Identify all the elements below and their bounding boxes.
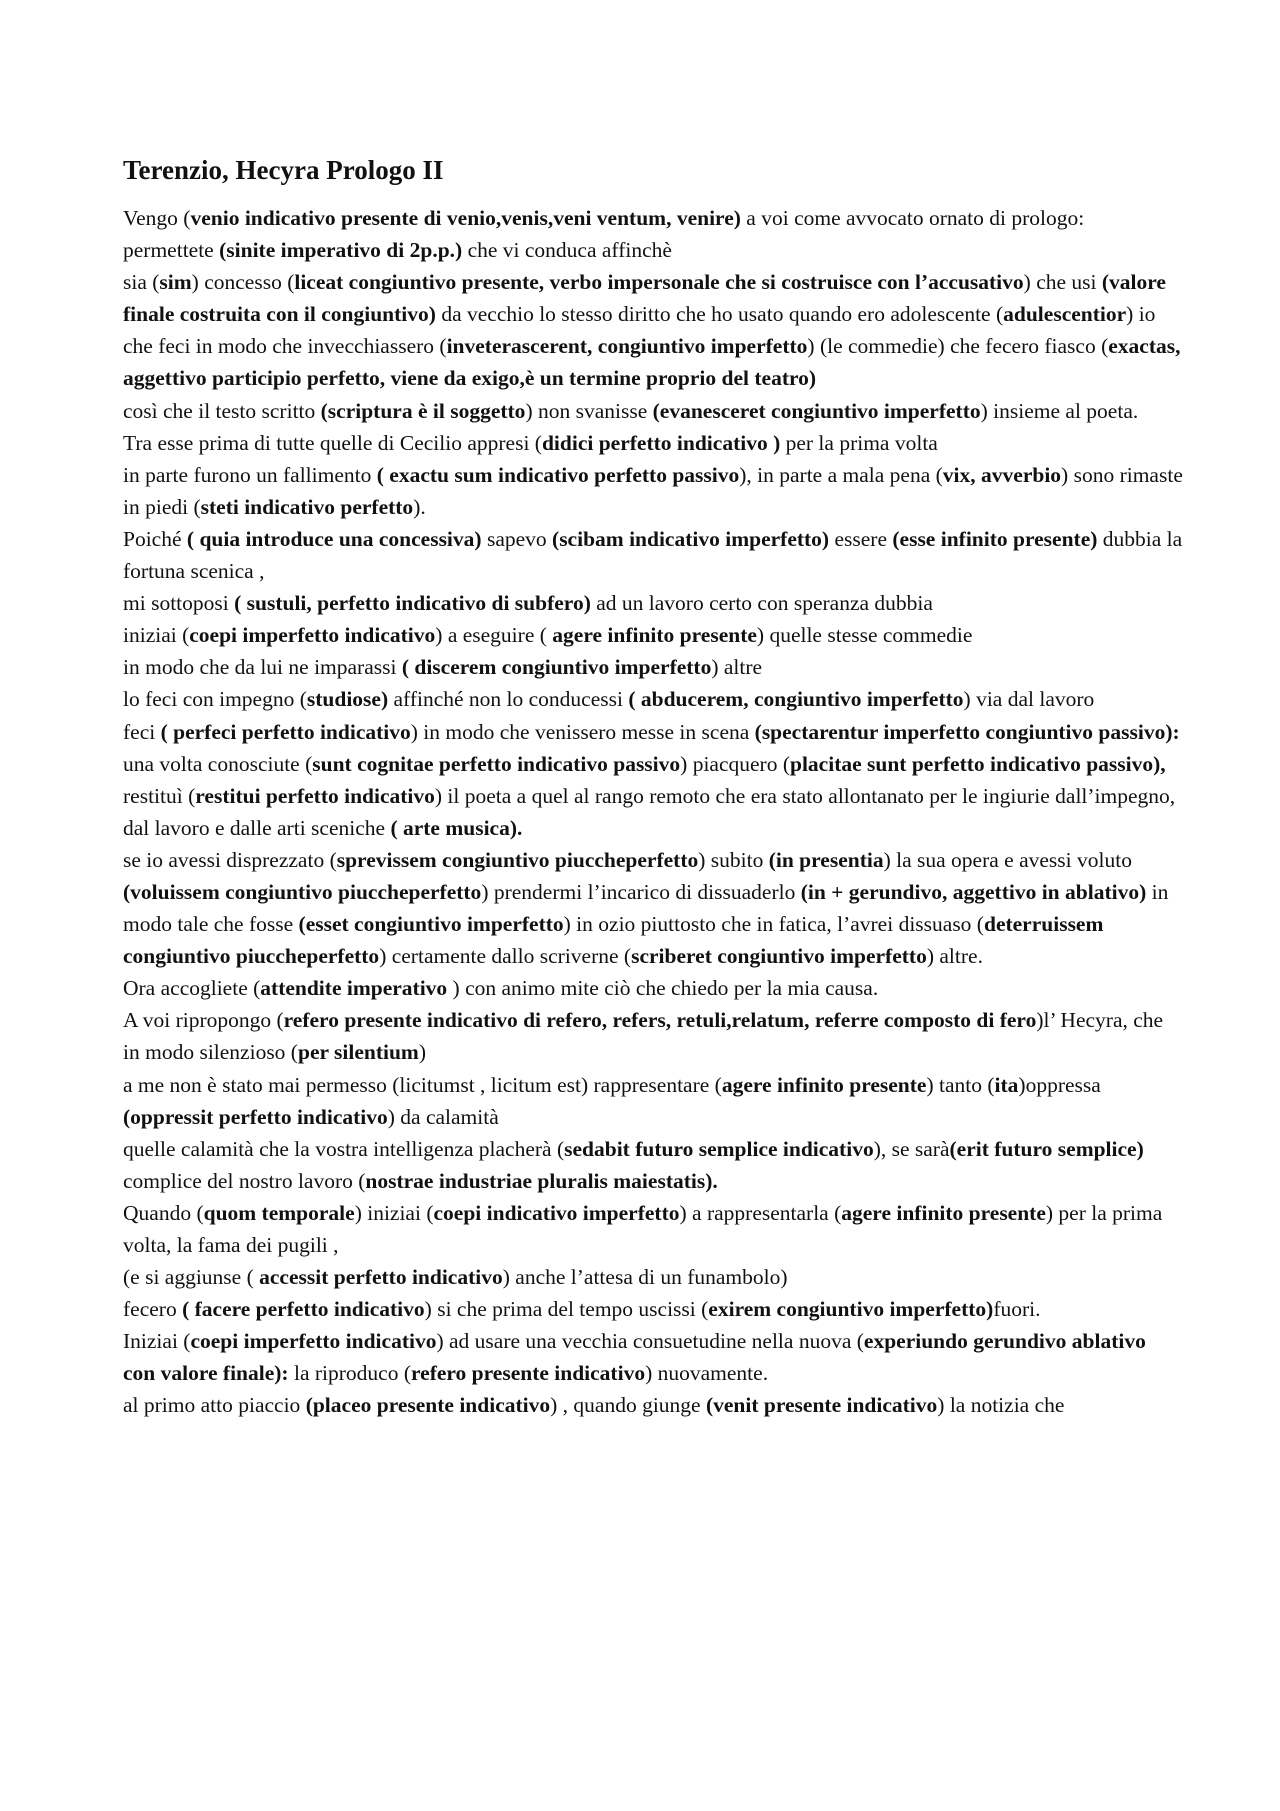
- bold-annotation: ( sustuli, perfetto indicativo di subfero): [234, 591, 591, 616]
- text-run: ) da calamità: [387, 1104, 499, 1129]
- text-run: ) si che prima del tempo uscissi (: [424, 1297, 709, 1322]
- bold-annotation: agere infinito presente: [841, 1200, 1046, 1225]
- text-run: ) per la prima volta, la fama dei pugili ,: [123, 1200, 1163, 1257]
- text-run: ), se sarà: [873, 1136, 950, 1161]
- text-run: sapevo: [481, 526, 553, 551]
- bold-annotation: ita: [994, 1072, 1019, 1097]
- text-run: A voi ripropongo (: [123, 1008, 284, 1033]
- paragraph: [123, 972, 1183, 1004]
- paragraph: [123, 1133, 1183, 1197]
- bold-annotation: refero presente indicativo: [411, 1361, 646, 1386]
- text-run: )l’ Hecyra, che in modo silenzioso (: [123, 1008, 1164, 1065]
- text-run: restituì (: [123, 783, 196, 808]
- text-run: ) piacquero (: [680, 751, 790, 776]
- text-run: sia (: [123, 270, 160, 295]
- paragraph: [123, 587, 1183, 619]
- text-run: ) prendermi l’incarico di dissuaderlo: [481, 879, 801, 904]
- bold-annotation: ( abducerem, congiuntivo imperfetto: [628, 687, 964, 712]
- text-run: iniziai (: [123, 623, 190, 648]
- text-run: ad un lavoro certo con speranza dubbia: [590, 591, 933, 616]
- bold-annotation: deterruissem congiuntivo piuccheperfetto: [123, 912, 1104, 969]
- text-run: in modo che da lui ne imparassi: [123, 655, 402, 680]
- paragraph: [123, 1325, 1183, 1389]
- paragraph: [123, 234, 1183, 266]
- bold-annotation: ( quia introduce una concessiva): [186, 526, 482, 551]
- text-run: ) quelle stesse commedie: [756, 623, 973, 648]
- text-run: affinché non lo conducessi: [388, 687, 629, 712]
- bold-annotation: (valore finale costruita con il congiuntivo): [123, 270, 1166, 327]
- bold-annotation: quom temporale: [203, 1200, 355, 1225]
- text-run: per la prima volta: [780, 430, 938, 455]
- text-run: ) , quando giunge: [550, 1393, 706, 1418]
- text-run: ) altre.: [926, 944, 983, 969]
- bold-annotation: ( exactu sum indicativo perfetto passivo: [376, 462, 740, 487]
- bold-annotation: (scibam indicativo imperfetto): [552, 526, 830, 551]
- paragraph: [123, 1197, 1183, 1261]
- bold-annotation: exirem congiuntivo imperfetto): [708, 1297, 994, 1322]
- paragraph: [123, 202, 1183, 234]
- text-run: mi sottoposi: [123, 591, 235, 616]
- bold-annotation: experiundo gerundivo ablativo con valore finale):: [123, 1329, 1146, 1386]
- text-run: così che il testo scritto: [123, 398, 321, 423]
- bold-annotation: didici perfetto indicativo ): [541, 430, 781, 455]
- bold-annotation: exactas, aggettivo participio perfetto, viene da exigo,è un termine proprio del teatro): [123, 334, 1181, 391]
- bold-annotation: (esse infinito presente): [892, 526, 1098, 551]
- paragraph: [123, 1004, 1183, 1068]
- bold-annotation: (sinite imperativo di 2p.p.): [219, 238, 463, 263]
- text-run: la riproduco (: [288, 1361, 411, 1386]
- text-run: ) insieme al poeta.: [980, 398, 1139, 423]
- text-run: che vi conduca affinchè: [462, 238, 672, 263]
- bold-annotation: liceat congiuntivo presente, verbo impersonale che si costruisce con l’accusativo: [294, 270, 1024, 295]
- text-run: una volta conosciute (: [123, 751, 313, 776]
- text-run: ) a eseguire (: [435, 623, 553, 648]
- bold-annotation: vix, avverbio: [942, 462, 1062, 487]
- text-run: Vengo (: [123, 206, 191, 230]
- bold-annotation: (spectarentur imperfetto congiuntivo passivo):: [754, 719, 1180, 744]
- text-run: complice del nostro lavoro (: [123, 1168, 366, 1193]
- bold-annotation: coepi imperfetto indicativo: [189, 623, 436, 648]
- text-run: dubbia la fortuna scenica ,: [123, 526, 1183, 584]
- text-run: a voi come avvocato ornato di prologo:: [740, 206, 1085, 230]
- bold-annotation: (erit futuro semplice): [949, 1136, 1144, 1161]
- bold-annotation: ( arte musica).: [390, 815, 523, 840]
- bold-annotation: agere infinito presente: [552, 623, 757, 648]
- text-run: )oppressa: [1018, 1072, 1101, 1097]
- bold-annotation: per silentium: [297, 1040, 419, 1065]
- paragraph: [123, 683, 1183, 715]
- text-run: Poiché: [123, 526, 187, 551]
- bold-annotation: refero presente indicativo di refero, refers, retuli,relatum, referre composto di fero: [283, 1008, 1037, 1033]
- text-run: ) in ozio piuttosto che in fatica, l’avrei dissuaso (: [563, 912, 984, 937]
- paragraph: [123, 651, 1183, 683]
- text-run: Tra esse prima di tutte quelle di Cecilio appresi (: [123, 430, 542, 455]
- text-run: (e si aggiunse (: [123, 1265, 260, 1290]
- bold-annotation: (scriptura è il soggetto: [320, 398, 526, 423]
- paragraph: [123, 266, 1183, 394]
- text-run: Quando (: [123, 1200, 204, 1225]
- bold-annotation: coepi imperfetto indicativo: [190, 1329, 437, 1354]
- text-run: lo feci con impegno (: [123, 687, 307, 712]
- bold-annotation: ( facere perfetto indicativo: [182, 1297, 425, 1322]
- text-run: ) la notizia che: [937, 1393, 1065, 1418]
- text-run: ) via dal lavoro: [963, 687, 1095, 712]
- bold-annotation: (esset congiuntivo imperfetto: [298, 912, 564, 937]
- text-run: al primo atto piaccio: [123, 1393, 306, 1418]
- text-run: ) tanto (: [926, 1072, 995, 1097]
- bold-annotation: inveterascerent, congiuntivo imperfetto: [446, 334, 808, 359]
- text-run: ) subito: [698, 847, 769, 872]
- bold-annotation: sedabit futuro semplice indicativo: [564, 1136, 874, 1161]
- document-title: Terenzio, Hecyra Prologo II: [123, 155, 444, 185]
- paragraph: [123, 1069, 1183, 1133]
- text-run: ) la sua opera e avessi voluto: [883, 847, 1132, 872]
- paragraph: [123, 523, 1183, 587]
- text-run: ) che usi: [1023, 270, 1102, 295]
- text-run: ) altre: [711, 655, 763, 680]
- bold-annotation: placitae sunt perfetto indicativo passivo),: [790, 751, 1166, 776]
- text-run: ) non svanisse: [525, 398, 653, 423]
- paragraph: [123, 619, 1183, 651]
- bold-annotation: sim: [159, 270, 192, 295]
- bold-annotation: steti indicativo perfetto: [200, 494, 414, 519]
- text-run: ) con animo mite ciò che chiedo per la mia causa.: [447, 976, 879, 1001]
- text-run: Ora accogliete (: [123, 976, 261, 1001]
- bold-annotation: scriberet congiuntivo imperfetto: [631, 944, 927, 969]
- text-run: in modo tale che fosse: [123, 879, 1169, 937]
- text-run: ) ad usare una vecchia consuetudine nella nuova (: [436, 1329, 864, 1354]
- text-run: ).: [413, 494, 426, 519]
- paragraph: [123, 1293, 1183, 1325]
- bold-annotation: (placeo presente indicativo: [305, 1393, 551, 1418]
- text-run: ) in modo che venissero messe in scena: [410, 719, 755, 744]
- text-run: ) sono rimaste in piedi (: [123, 462, 1183, 519]
- bold-annotation: (in presentia: [768, 847, 884, 872]
- text-run: permettete: [123, 238, 220, 263]
- bold-annotation: ( discerem congiuntivo imperfetto: [401, 655, 712, 680]
- bold-annotation: adulescentior: [1003, 302, 1127, 327]
- bold-annotation: coepi indicativo imperfetto: [433, 1200, 680, 1225]
- bold-annotation: ( perfeci perfetto indicativo: [160, 719, 411, 744]
- text-run: ): [418, 1040, 426, 1065]
- text-run: feci: [123, 719, 161, 744]
- text-run: ) io che feci in modo che invecchiassero (: [123, 302, 1156, 359]
- bold-annotation: (in + gerundivo, aggettivo in ablativo): [800, 879, 1147, 904]
- text-run: se io avessi disprezzato (: [123, 847, 337, 872]
- bold-annotation: studiose): [306, 687, 389, 712]
- bold-annotation: venio indicativo presente di venio,venis,veni ventum, venire): [190, 206, 741, 230]
- bold-annotation: sunt cognitae perfetto indicativo passivo: [312, 751, 681, 776]
- text-run: in parte furono un fallimento: [123, 462, 377, 487]
- paragraph-list: [123, 202, 1183, 1422]
- paragraph: [123, 844, 1183, 972]
- text-run: ) a rappresentarla (: [679, 1200, 842, 1225]
- paragraph: [123, 427, 1183, 459]
- text-run: ) anche l’attesa di un funambolo): [502, 1265, 788, 1290]
- bold-annotation: agere infinito presente: [721, 1072, 927, 1097]
- bold-annotation: (venit presente indicativo: [705, 1393, 938, 1418]
- text-run: fuori.: [993, 1297, 1041, 1322]
- text-run: quelle calamità che la vostra intelligenza placherà (: [123, 1136, 565, 1161]
- bold-annotation: sprevissem congiuntivo piuccheperfetto: [336, 847, 699, 872]
- text-run: ) concesso (: [191, 270, 295, 295]
- text-run: ) il poeta a quel al rango remoto che era stato allontanato per le ingiurie dall’impegno, dal lavoro e dalle arti sceniche: [123, 783, 1176, 840]
- text-run: ) iniziai (: [354, 1200, 434, 1225]
- bold-annotation: nostrae industriae pluralis maiestatis).: [365, 1168, 718, 1193]
- bold-annotation: restitui perfetto indicativo: [195, 783, 435, 808]
- bold-annotation: (oppressit perfetto indicativo: [123, 1104, 388, 1129]
- text-run: ) (le commedie) che fecero fiasco (: [807, 334, 1109, 359]
- bold-annotation: (evanesceret congiuntivo imperfetto: [652, 398, 981, 423]
- paragraph: [123, 716, 1183, 844]
- text-run: fecero: [123, 1297, 183, 1322]
- text-run: ), in parte a mala pena (: [739, 462, 943, 487]
- bold-annotation: accessit perfetto indicativo: [259, 1265, 503, 1290]
- bold-annotation: (voluissem congiuntivo piuccheperfetto: [123, 879, 482, 904]
- text-run: Iniziai (: [123, 1329, 191, 1354]
- text-run: essere: [829, 526, 893, 551]
- bold-annotation: attendite imperativo: [260, 976, 448, 1001]
- text-run: ) nuovamente.: [645, 1361, 769, 1386]
- paragraph: [123, 395, 1183, 427]
- paragraph: [123, 1389, 1183, 1421]
- text-run: a me non è stato mai permesso (licitumst , licitum est) rappresentare (: [123, 1072, 722, 1097]
- text-run: da vecchio lo stesso diritto che ho usato quando ero adolescente (: [435, 302, 1004, 327]
- paragraph: [123, 459, 1183, 523]
- paragraph: [123, 1261, 1183, 1293]
- document-body: [123, 152, 1183, 1422]
- text-run: ) certamente dallo scriverne (: [379, 944, 632, 969]
